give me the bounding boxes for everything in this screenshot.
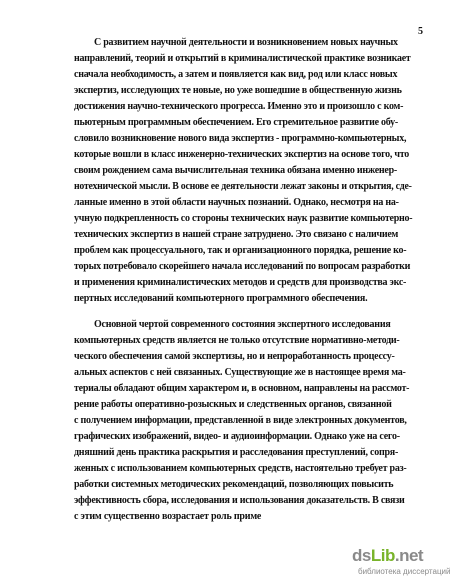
text-line-6: пьютерным программным обеспечением. Его стремительное развитие обу-: [74, 117, 398, 128]
text-line-2: направлений, теорий и открытий в криминалистической практике возникает: [74, 53, 411, 64]
text-line-11: ланные именно в этой области научных познаний. Однако, несмотря на на-: [74, 197, 399, 208]
text-line-8: которые вошли в класс инженерно-технических экспертиз на основе того, что: [74, 149, 410, 160]
text-line-27: женных с использованием компьютерных средств, настоятельно требует раз-: [74, 463, 407, 474]
text-line-21: альных аспектов с ней связанных. Существующие же в настоящее время ма-: [74, 367, 406, 378]
text-line-7: словило возникновение нового вида экспертиз - программно-компьютерных,: [74, 133, 407, 144]
text-line-12: учную подкрепленность со стороны технических наук развитие компьютерно-: [74, 213, 413, 224]
text-line-13: технических экспертиз в нашей стране затруднено. Это связано с наличием: [74, 229, 399, 240]
dslib-watermark: [336, 544, 450, 580]
text-line-20: ческого обеспечения самой экспертизы, но и непроработанность процессу-: [74, 351, 395, 362]
text-line-18: Основной чертой современного состояния экспертного исследования: [94, 319, 391, 330]
watermark-logo-prefix: ds: [352, 546, 371, 565]
text-line-5: достижения научно-технического прогресса. Именно это и произошло с ком-: [74, 101, 404, 112]
text-line-19: компьютерных средств является не только отсутствие нормативно-методи-: [74, 335, 400, 346]
text-line-25: графических изображений, видео- и аудиоинформации. Однако уже на сего-: [74, 431, 400, 442]
watermark-logo-accent: Lib: [370, 546, 395, 565]
text-line-4: экспертиз, исследующих те новые, но уже вошедшие в общественную жизнь: [74, 85, 402, 96]
text-line-9: своим рождением сама вычислительная техника обязана именно инженер-: [74, 165, 398, 176]
watermark-logo-suffix: .net: [394, 546, 424, 565]
watermark-logo: [352, 546, 423, 566]
text-line-29: эффективность сбора, исследования и использования доказательств. В связи: [74, 495, 405, 506]
text-line-17: пертных исследований компьютерного программного обеспечения.: [74, 293, 368, 304]
text-line-16: и применения криминалистических методов и средств для производства экс-: [74, 277, 407, 288]
text-line-26: дняшний день практика раскрытия и расследования преступлений, сопря-: [74, 447, 399, 458]
text-line-24: с получением информации, представленной в виде электронных документов,: [74, 415, 407, 426]
text-line-14: проблем как процессуального, так и организационного порядка, решение ко-: [74, 245, 407, 256]
text-line-30: с этим существенно возрастает роль приме: [74, 511, 262, 522]
text-line-23: рение работы оперативно-розыскных и следственных органов, связанной: [74, 399, 392, 410]
text-line-1: С развитием научной деятельности и возникновением новых научных: [94, 37, 398, 48]
text-line-3: сначала необходимость, а затем и появляется как вид, род или класс новых: [74, 69, 398, 80]
watermark-subtitle: библиотека диссертаций: [358, 567, 450, 576]
text-line-10: нотехнической мысли. В основе ее деятельности лежат законы и открытия, сде-: [74, 181, 412, 192]
text-line-22: териалы обладают общим характером и, в основном, направлены на рассмот-: [74, 383, 410, 394]
text-line-28: работки системных методических рекомендаций, позволяющих повысить: [74, 479, 394, 490]
text-line-15: торых потребовало скорейшего начала исследований по вопросам разработки: [74, 261, 411, 272]
page-number: 5: [418, 26, 423, 37]
